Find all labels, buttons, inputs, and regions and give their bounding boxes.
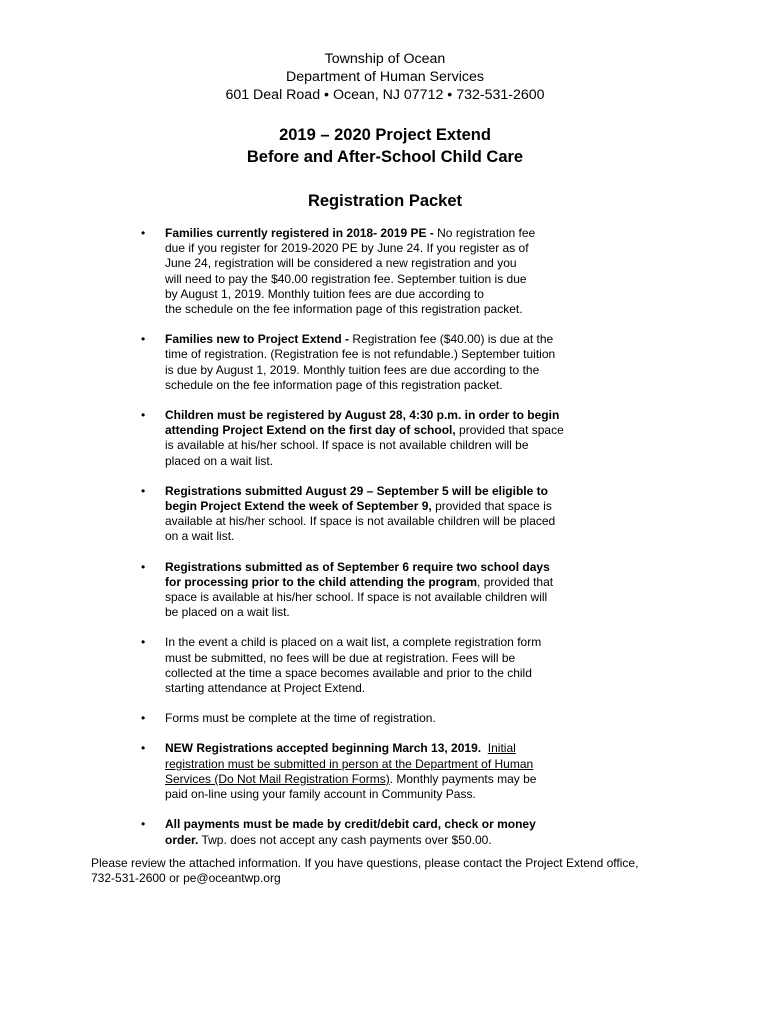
item-bold: NEW Registrations accepted beginning March 13, 2019.: [165, 741, 482, 756]
item-text: will need to pay the $40.00 registration fee. September tuition is due: [165, 271, 527, 286]
item-bold: Families new to Project Extend -: [165, 332, 353, 347]
item-text: provided that space is: [431, 499, 552, 514]
item-underline: Initial: [487, 741, 516, 756]
closing-note: [91, 856, 691, 886]
item-text: be placed on a wait list.: [165, 605, 290, 620]
bullet-icon: •: [141, 408, 146, 423]
bullet-icon: •: [141, 711, 146, 726]
address-line: 601 Deal Road • Ocean, NJ 07712 • 732-531-2600: [225, 87, 545, 103]
item-text: Registration fee ($40.00) is due at the: [352, 332, 554, 347]
list-item: [137, 560, 597, 621]
item-text: , provided that: [477, 574, 554, 589]
item-text: June 24, registration will be considered a new registration and you: [165, 256, 517, 271]
item-text: paid on-line using your family account in Community Pass.: [165, 787, 476, 802]
list-item: [137, 635, 597, 696]
bullet-icon: •: [141, 741, 146, 756]
item-text: is available at his/her school. If space is not available children will be: [165, 438, 529, 453]
list-item: [137, 484, 597, 545]
item-underline: Services (Do Not Mail Registration Forms): [165, 771, 390, 786]
item-text: placed on a wait list.: [165, 453, 274, 468]
bullet-icon: •: [141, 559, 146, 574]
item-text: Forms must be complete at the time of registration.: [165, 711, 436, 726]
closing-line-2: 732-531-2600 or pe@oceantwp.org: [91, 871, 281, 886]
org-name: Township of Ocean: [324, 51, 446, 67]
item-text: on a wait list.: [165, 529, 235, 544]
packet-heading: Registration Packet: [307, 192, 463, 210]
list-item: [137, 741, 597, 802]
item-bold: order.: [165, 832, 199, 847]
item-text: . Monthly payments may be: [389, 771, 537, 786]
item-bold: Registrations submitted as of September 6 require two school days: [165, 559, 550, 574]
bullet-list: [137, 226, 597, 848]
document-title: [0, 124, 770, 168]
list-item: [137, 332, 597, 393]
list-item: [137, 226, 597, 317]
item-bold: Children must be registered by August 28, 4:30 p.m. in order to begin: [165, 408, 560, 423]
bullet-icon: •: [141, 332, 146, 347]
item-bold: All payments must be made by credit/debit card, check or money: [165, 817, 536, 832]
letterhead: [0, 50, 770, 104]
item-text: by August 1, 2019. Monthly tuition fees are due according to: [165, 286, 484, 301]
title-line-2: Before and After-School Child Care: [246, 148, 524, 166]
item-text: space is available at his/her school. If space is not available children will: [165, 590, 548, 605]
list-item: [137, 408, 597, 469]
item-bold: for processing prior to the child attending the program: [165, 574, 478, 589]
department-name: Department of Human Services: [286, 69, 484, 85]
bullet-icon: •: [141, 817, 146, 832]
item-text: the schedule on the fee information page of this registration packet.: [165, 302, 523, 317]
item-text: due if you register for 2019-2020 PE by June 24. If you register as of: [165, 241, 529, 256]
item-text: No registration fee: [437, 226, 536, 240]
item-bold: Families currently registered in 2018- 2019 PE -: [165, 226, 438, 240]
item-text: time of registration. (Registration fee is not refundable.) September tuition: [165, 347, 556, 362]
list-item: [137, 817, 597, 847]
item-bold: Registrations submitted August 29 – September 5 will be eligible to: [165, 483, 548, 498]
item-underline: registration must be submitted in person at the Department of Human: [165, 756, 534, 771]
closing-line-1: Please review the attached information. If you have questions, please contact the Project Extend office,: [91, 856, 639, 870]
bullet-icon: •: [141, 483, 146, 498]
item-text: is due by August 1, 2019. Monthly tuition fees are due according to the: [165, 362, 540, 377]
item-text: must be submitted, no fees will be due at registration. Fees will be: [165, 650, 516, 665]
bullet-icon: •: [141, 635, 146, 650]
item-text: starting attendance at Project Extend.: [165, 681, 366, 696]
item-text: schedule on the fee information page of this registration packet.: [165, 377, 503, 392]
list-item: [137, 711, 597, 726]
item-text: available at his/her school. If space is not available children will be placed: [165, 514, 556, 529]
item-bold: begin Project Extend the week of September 9,: [165, 499, 432, 514]
item-bold: attending Project Extend on the first day of school,: [165, 423, 456, 438]
item-text: provided that space: [455, 423, 564, 438]
bullet-icon: •: [141, 226, 146, 240]
item-text: In the event a child is placed on a wait list, a complete registration form: [165, 635, 542, 650]
title-line-1: 2019 – 2020 Project Extend: [279, 126, 491, 144]
item-text: Twp. does not accept any cash payments over $50.00.: [198, 832, 492, 847]
item-text: collected at the time a space becomes available and prior to the child: [165, 665, 532, 680]
